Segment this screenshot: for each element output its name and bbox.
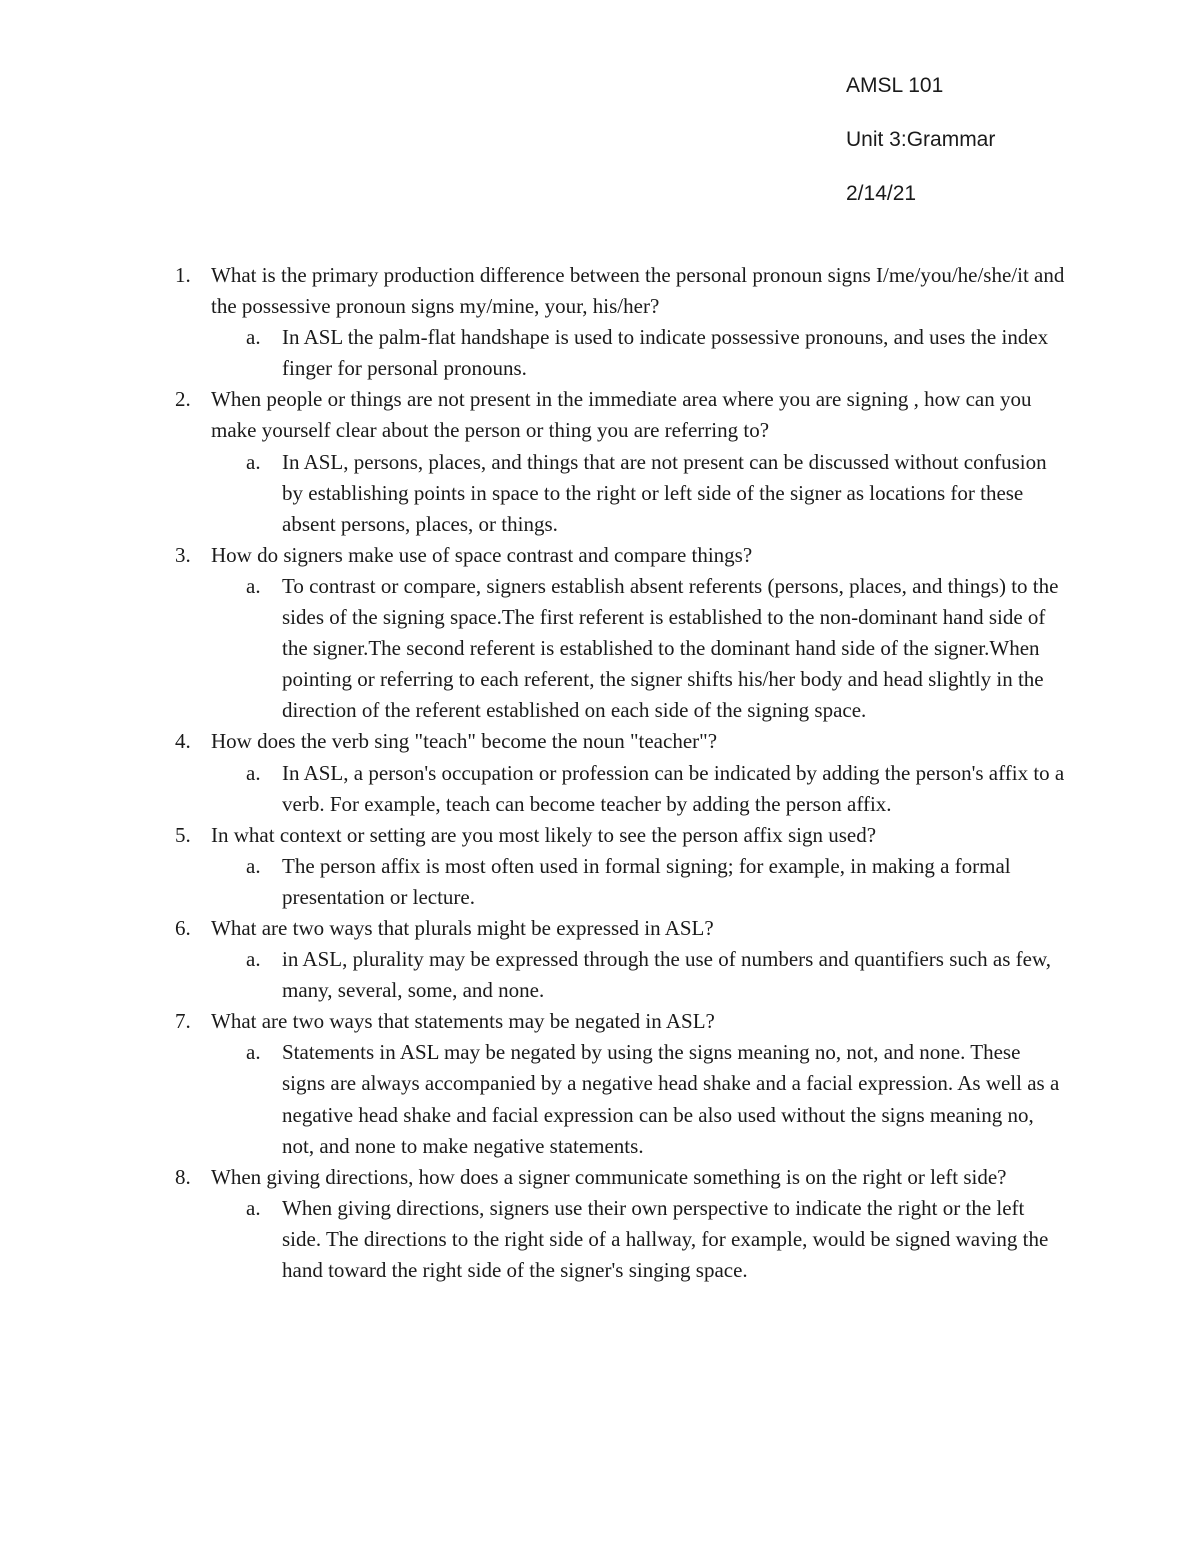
answer-item <box>168 1037 1068 1161</box>
question-number: 7. <box>175 1009 191 1034</box>
answer-letter: a. <box>246 760 261 785</box>
question-number: 6. <box>175 915 191 940</box>
answer-letter: a. <box>246 449 261 474</box>
answer-item <box>168 944 1068 1006</box>
question-text: When giving directions, how does a signer communicate something is on the right or left side? <box>211 1164 1007 1189</box>
answer-letter: a. <box>246 1040 261 1065</box>
answer-letter: a. <box>246 1195 261 1220</box>
answer-text: In ASL, persons, places, and things that are not present can be discussed without confusion by establishing points in space to the right or left side of the signer as locations for these absent persons, places, or things. <box>282 449 1047 536</box>
question-item <box>168 820 1068 851</box>
answer-item <box>168 1193 1068 1286</box>
answer-text: To contrast or compare, signers establish absent referents (persons, places, and things) to the sides of the signing space.The first referent is established to the non-dominant hand side of the signer.The second referent is established to the dominant hand side of the signer.When pointing or referring to each referent, the signer shifts his/her body and head slightly in the direction of the referent established on each side of the signing space. <box>282 573 1059 723</box>
answer-text: in ASL, plurality may be expressed through the use of numbers and quantifiers such as few, many, several, some, and none. <box>282 947 1052 1003</box>
answer-text: Statements in ASL may be negated by using the signs meaning no, not, and none. These signs are always accompanied by a negative head shake and a facial expression. As well as a negative head shake and facial expression can be also used without the signs meaning no, not, and none to make negative statements. <box>282 1040 1060 1158</box>
answer-letter: a. <box>246 573 261 598</box>
question-list <box>168 260 1068 1286</box>
unit-title: Unit 3:Grammar <box>846 128 996 151</box>
answer-letter: a. <box>246 947 261 972</box>
document-date: 2/14/21 <box>846 182 917 205</box>
document-header <box>846 70 995 232</box>
question-text: How does the verb sing "teach" become the noun "teacher"? <box>211 729 718 754</box>
answer-letter: a. <box>246 853 261 878</box>
answer-item <box>168 447 1068 540</box>
question-number: 2. <box>175 387 191 412</box>
answer-text: In ASL the palm-flat handshape is used to indicate possessive pronouns, and uses the index finger for personal pronouns. <box>282 325 1049 381</box>
answer-item <box>168 851 1068 913</box>
question-item <box>168 260 1068 322</box>
course-name: AMSL 101 <box>846 74 944 97</box>
answer-text: When giving directions, signers use their own perspective to indicate the right or the left side. The directions to the right side of a hallway, for example, would be signed waving the hand toward the right side of the signer's singing space. <box>282 1195 1049 1282</box>
question-number: 8. <box>175 1164 191 1189</box>
answer-item <box>168 322 1068 384</box>
question-number: 5. <box>175 822 191 847</box>
question-number: 3. <box>175 542 191 567</box>
question-text: What is the primary production difference between the personal pronoun signs I/me/you/he/she/it and the possessive pronoun signs my/mine, your, his/her? <box>211 263 1065 319</box>
answer-item <box>168 571 1068 726</box>
question-number: 4. <box>175 729 191 754</box>
question-text: When people or things are not present in the immediate area where you are signing , how can you make yourself clear about the person or thing you are referring to? <box>211 387 1032 443</box>
answer-text: The person affix is most often used in formal signing; for example, in making a formal presentation or lecture. <box>282 853 1011 909</box>
question-item <box>168 384 1068 446</box>
question-text: How do signers make use of space contrast and compare things? <box>211 542 753 567</box>
answer-letter: a. <box>246 325 261 350</box>
question-number: 1. <box>175 263 191 287</box>
answer-item <box>168 758 1068 820</box>
question-item <box>168 1162 1068 1193</box>
question-text: In what context or setting are you most likely to see the person affix sign used? <box>211 822 877 847</box>
question-item <box>168 726 1068 757</box>
question-text: What are two ways that statements may be negated in ASL? <box>211 1009 715 1034</box>
question-text: What are two ways that plurals might be expressed in ASL? <box>211 915 714 940</box>
answer-text: In ASL, a person's occupation or profession can be indicated by adding the person's affix to a verb. For example, teach can become teacher by adding the person affix. <box>282 760 1065 816</box>
question-item <box>168 540 1068 571</box>
question-item <box>168 1006 1068 1037</box>
question-item <box>168 913 1068 944</box>
